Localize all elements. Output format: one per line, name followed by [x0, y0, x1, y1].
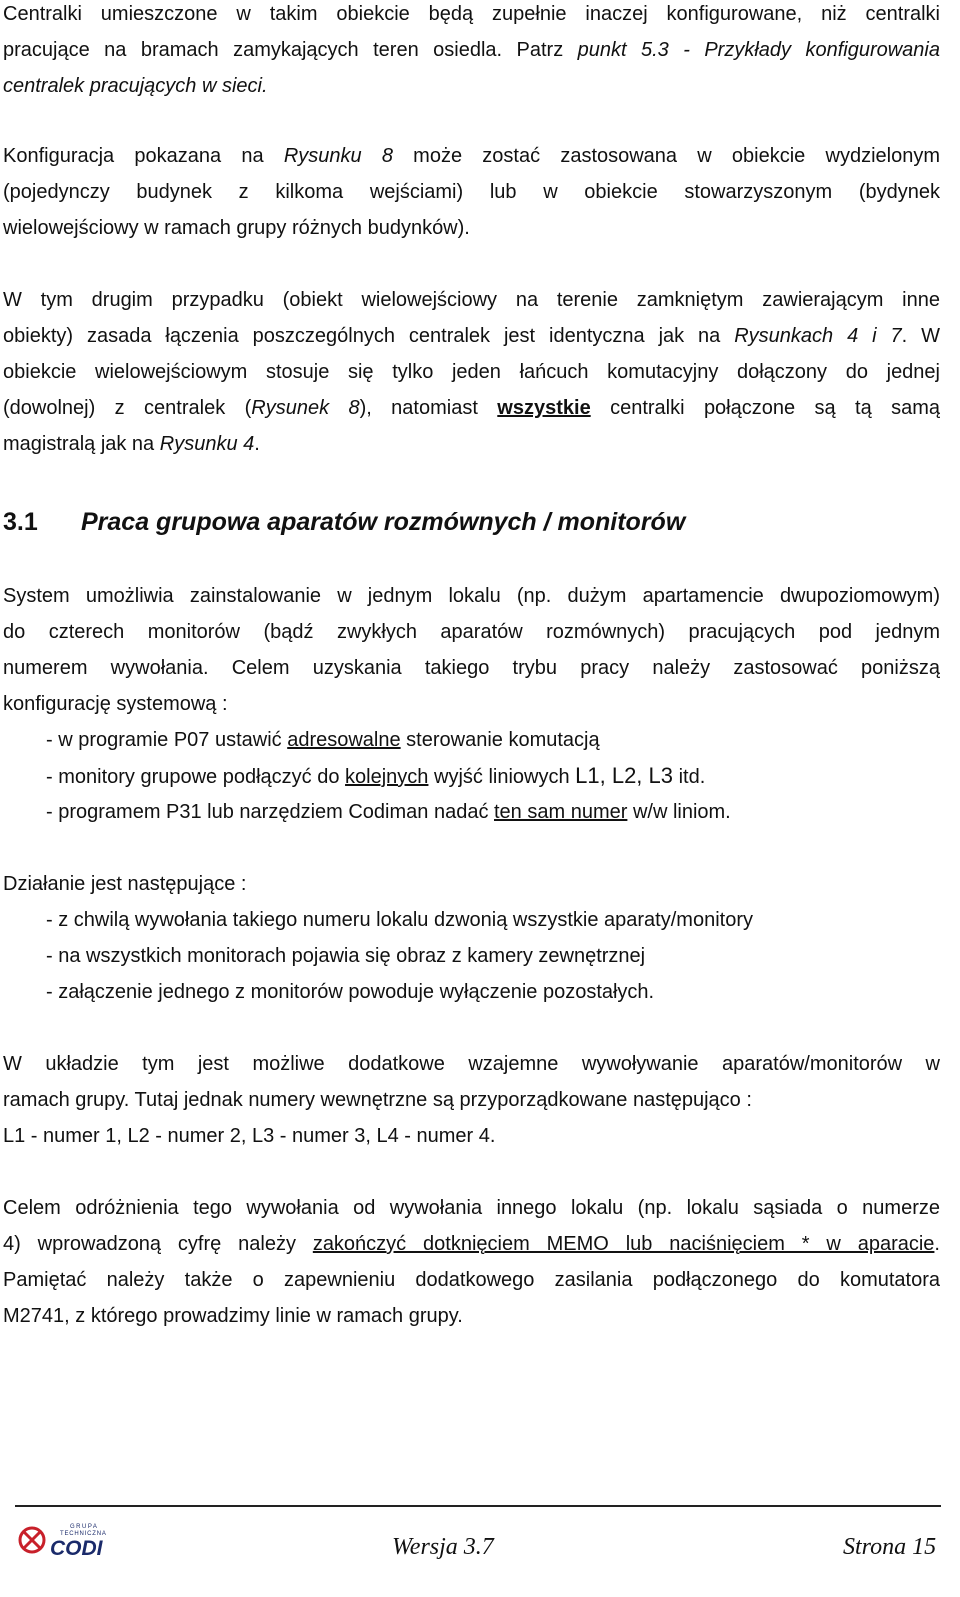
logo-brand: CODI	[50, 1537, 103, 1560]
line-outputs: L1, L2, L3	[575, 763, 674, 788]
paragraph-1	[3, 0, 940, 104]
list-item: - monitory grupowe podłączyć do kolejnych wyjść liniowych L1, L2, L3 itd.	[46, 763, 706, 788]
section-heading	[3, 502, 685, 542]
text-line	[3, 68, 940, 104]
logo-text-mid: TECHNICZNA	[60, 1531, 107, 1537]
paragraph-4	[3, 578, 940, 722]
footer-version: Wersja 3.7	[392, 1534, 494, 1560]
text-line: konfigurację systemową :	[3, 693, 228, 715]
text-line: 4) wprowadzoną cyfrę należy zakończyć dotknięciem MEMO lub naciśnięciem * w aparacie.	[3, 1233, 940, 1255]
codi-logo	[18, 1520, 118, 1560]
figure-reference: Rysunku 4	[159, 433, 255, 455]
list-item: - programem P31 lub narzędziem Codiman nadać ten sam numer w/w liniom.	[46, 801, 731, 823]
figure-reference: Rysunku 8	[283, 145, 393, 167]
list-item: - na wszystkich monitorach pojawia się obraz z kamery zewnętrznej	[46, 945, 646, 967]
underlined-term: adresowalne	[287, 729, 401, 751]
section-number: 3.1	[3, 508, 38, 536]
paragraph-5	[3, 866, 940, 902]
text-line: Pamiętać należy także o zapewnieniu dodatkowego zasilania podłączonego do komutatora	[3, 1269, 940, 1291]
text-line: do czterech monitorów (bądź zwykłych aparatów rozmównych) pracujących pod jednym	[3, 621, 940, 643]
logo-text-top: GRUPA	[70, 1524, 99, 1530]
logo-emblem-icon	[20, 1528, 44, 1552]
paragraph-2	[3, 138, 940, 246]
text-line: Celem odróżnienia tego wywołania od wywołania innego lokalu (np. lokalu sąsiada o numerze	[3, 1197, 940, 1219]
text-line: numerem wywołania. Celem uzyskania takiego trybu pracy należy zastosować poniższą	[3, 657, 940, 679]
text-line: Centralki umieszczone w takim obiekcie będą zupełnie inaczej konfigurowane, niż centralki	[3, 3, 940, 25]
text-line: obiekty) zasada łączenia poszczególnych centralek jest identyczna jak na Rysunkach 4 i 7. W	[3, 325, 940, 347]
text-line: W układzie tym jest możliwe dodatkowe wzajemne wywoływanie aparatów/monitorów w	[3, 1053, 940, 1075]
text-line: obiekcie wielowejściowym stosuje się tylko jeden łańcuch komutacyjny dołączony do jednej	[3, 361, 940, 383]
figure-reference: Rysunkach 4 i 7	[734, 325, 902, 347]
list-item: - załączenie jednego z monitorów powoduje wyłączenie pozostałych.	[46, 981, 655, 1003]
text-line: W tym drugim przypadku (obiekt wielowejściowy na terenie zamkniętym zawierającym inne	[3, 289, 940, 311]
footer-divider	[15, 1505, 941, 1507]
underlined-term: ten sam numer	[494, 801, 628, 823]
text-line: M2741, z którego prowadzimy linie w ramach grupy.	[3, 1305, 463, 1327]
list-item: - w programie P07 ustawić adresowalne sterowanie komutacją	[46, 729, 600, 751]
text-line: pracujące na bramach zamykających teren osiedla. Patrz punkt 5.3 - Przykłady konfigurowania	[3, 39, 940, 61]
text-line: magistralą jak na Rysunku 4.	[3, 433, 260, 455]
underlined-instruction: zakończyć dotknięciem MEMO lub naciśnięciem * w aparacie	[312, 1233, 935, 1255]
text-line: System umożliwia zainstalowanie w jednym lokalu (np. dużym apartamencie dwupoziomowym)	[3, 585, 940, 607]
text-line: Działanie jest następujące :	[3, 873, 247, 895]
list-item: - z chwilą wywołania takiego numeru lokalu dzwonią wszystkie aparaty/monitory	[46, 909, 753, 931]
underlined-term: kolejnych	[345, 766, 429, 788]
text-line: ramach grupy. Tutaj jednak numery wewnętrzne są przyporządkowane następująco :	[3, 1089, 752, 1111]
paragraph-7	[3, 1190, 940, 1334]
text-line: (pojedynczy budynek z kilkoma wejściami) lub w obiekcie stowarzyszonym (bydynek	[3, 181, 940, 203]
footer-page-number: Strona 15	[843, 1534, 937, 1560]
paragraph-3	[3, 282, 940, 462]
figure-reference: Rysunek 8	[251, 397, 360, 419]
section-title: Praca grupowa aparatów rozmównych / monitorów	[81, 508, 686, 536]
emphasis-underlined: wszystkie	[497, 397, 591, 419]
text-line: Konfiguracja pokazana na Rysunku 8 może zostać zastosowana w obiekcie wydzielonym	[3, 145, 940, 167]
text-line: (dowolnej) z centralek (Rysunek 8), natomiast wszystkie centralki połączone są tą samą	[3, 397, 940, 419]
paragraph-6	[3, 1046, 940, 1154]
section-reference: centralek pracujących w sieci.	[3, 75, 268, 97]
section-reference: punkt 5.3 - Przykłady konfigurowania	[577, 39, 940, 61]
text-line: L1 - numer 1, L2 - numer 2, L3 - numer 3, L4 - numer 4.	[3, 1125, 496, 1147]
text-line: wielowejściowy w ramach grupy różnych budynków).	[3, 217, 470, 239]
